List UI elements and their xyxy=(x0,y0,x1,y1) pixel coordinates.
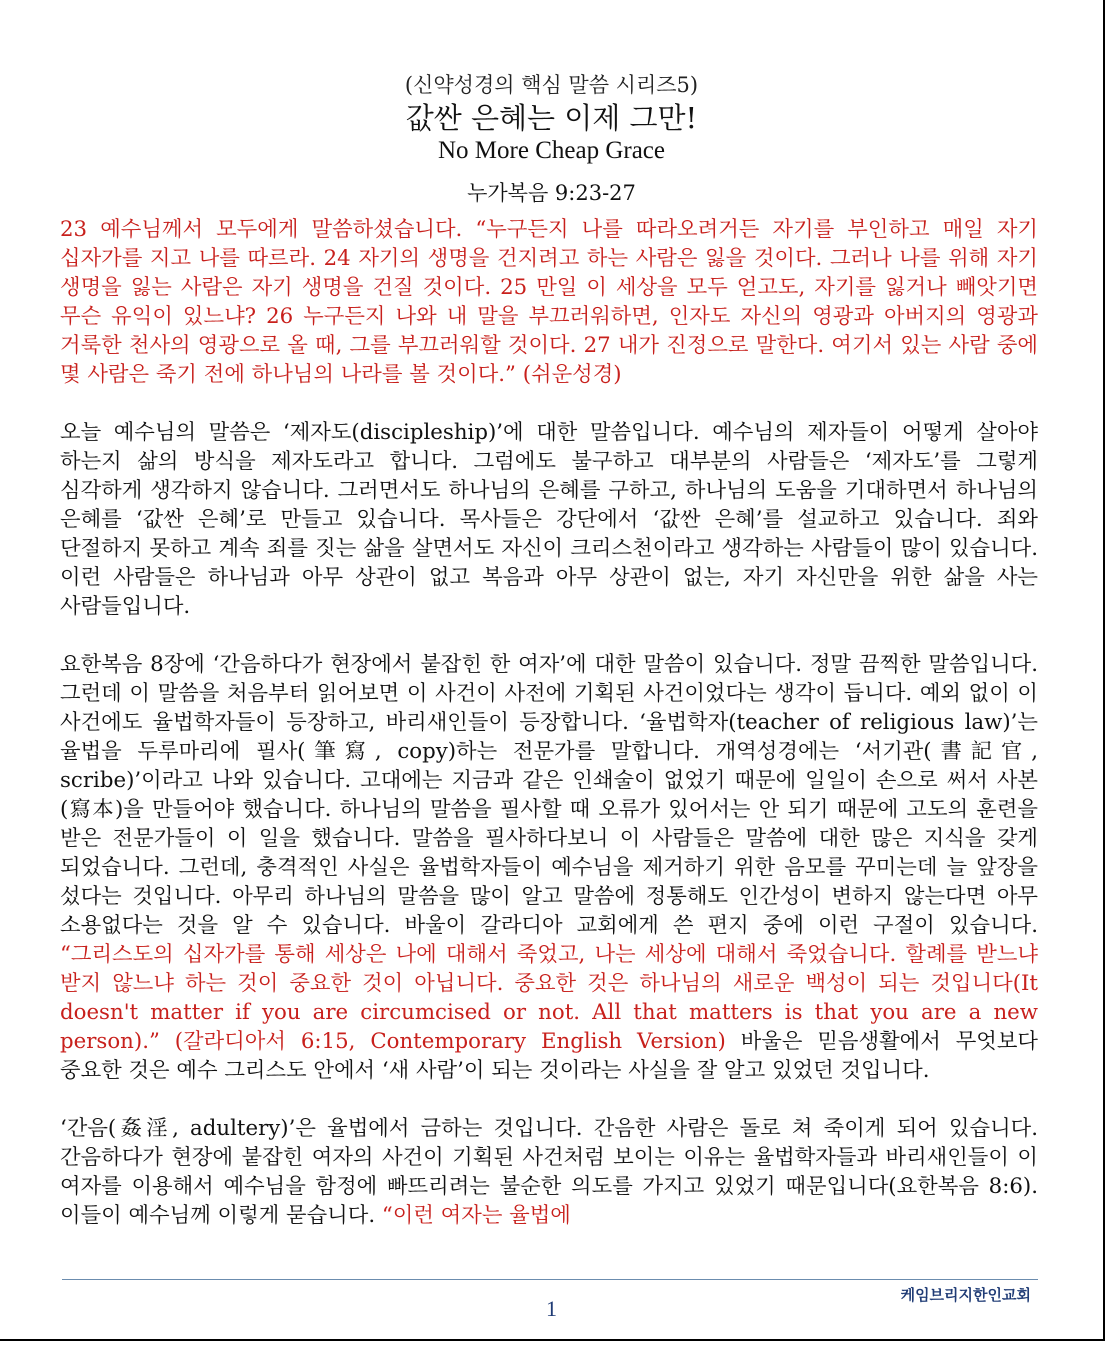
galatians-quote: “그리스도의 십자가를 통해 세상은 나에 대해서 죽었고, 나는 세상에 대해서 죽었습니다. 할례를 받느냐 받지 않느냐 하는 것이 중요한 것이 아닙니다. 중요한 것은 하나님의 새로운 백성이 되는 것입니다(It doesn't matter if you are circumcised or not. All that matters is that you are a new person).” (갈라디아서 6:15, Contemporary English Version) xyxy=(60,942,1038,1054)
paragraph-adultery xyxy=(60,1114,1038,1230)
sermon-header xyxy=(0,72,1103,206)
page-subtitle-english: No More Cheap Grace xyxy=(438,137,665,164)
page-number: 1 xyxy=(546,1296,557,1321)
scripture-passage: 23 예수님께서 모두에게 말씀하셨습니다. “누구든지 나를 따라오려거든 자기를 부인하고 매일 자기 십자가를 지고 나를 따르라. 24 자기의 생명을 건지려고 하는 사람은 잃을 것이다. 그러나 나를 위해 자기 생명을 잃는 사람은 자기 생명을 건질 것이다. 25 만일 이 세상을 모두 얻고도, 자기를 잃거나 빼앗기면 무슨 유익이 있느냐? 26 누구든지 나와 내 말을 부끄러워하면, 인자도 자신의 영광과 아버지의 영광과 거룩한 천사의 영광으로 올 때, 그를 부끄러워할 것이다. 27 내가 진정으로 말한다. 여기서 있는 사람 중에 몇 사람은 죽기 전에 하나님의 나라를 볼 것이다.” (쉬운성경) xyxy=(60,217,1038,387)
scripture-reference: 누가복음 9:23-27 xyxy=(467,181,636,205)
paragraph-discipleship: 오늘 예수님의 말씀은 ‘제자도(discipleship)’에 대한 말씀입니다. 예수님의 제자들이 어떻게 살아야 하는지 삶의 방식을 제자도라고 합니다. 그럼에도 불구하고 대부분의 사람들은 ‘제자도’를 그렇게 심각하게 생각하지 않습니다. 그러면서도 하나님의 은혜를 구하고, 하나님의 도움을 기대하면서 하나님의 은혜를 ‘값싼 은혜’로 만들고 있습니다. 목사들은 강단에서 ‘값싼 은혜’를 설교하고 있습니다. 죄와 단절하지 못하고 계속 죄를 짓는 삶을 살면서도 자신이 크리스천이라고 생각하는 사람들이 많이 있습니다. 이런 사람들은 하나님과 아무 상관이 없고 복음과 아무 상관이 없는, 자기 자신만을 위한 삶을 사는 사람들입니다. xyxy=(60,420,1038,619)
question-quote: “이런 여자는 율법에 xyxy=(381,1203,571,1228)
paragraph-text: 요한복음 8장에 ‘간음하다가 현장에서 붙잡힌 한 여자’에 대한 말씀이 있습니다. 정말 끔찍한 말씀입니다. 그런데 이 말씀을 처음부터 읽어보면 이 사건이 사전에 기획된 사건이었다는 생각이 듭니다. 예외 없이 이 사건에도 율법학자들이 등장하고, 바리새인들이 등장합니다. ‘율법학자(teacher of religious law)’는 율법을 두루마리에 필사(筆寫, copy)하는 전문가를 말합니다. 개역성경에는 ‘서기관(書記官, scribe)’이라고 나와 있습니다. 고대에는 지금과 같은 인쇄술이 없었기 때문에 일일이 손으로 써서 사본(寫本)을 만들어야 했습니다. 하나님의 말씀을 필사할 때 오류가 있어서는 안 되기 때문에 고도의 훈련을 받은 전문가들이 이 일을 했습니다. 말씀을 필사하다보니 이 사람들은 말씀에 대한 많은 지식을 갖게 되었습니다. 그런데, 충격적인 사실은 율법학자들이 예수님을 제거하기 위한 음모를 꾸미는데 늘 앞장을 섰다는 것입니다. 아무리 하나님의 말씀을 많이 알고 말씀에 정통해도 인간성이 변하지 않는다면 아무 소용없다는 것을 알 수 있습니다. 바울이 갈라디아 교회에게 쓴 편지 중에 이런 구절이 있습니다. xyxy=(60,652,1038,938)
sermon-body xyxy=(60,215,1038,1259)
paragraph-john-8 xyxy=(60,650,1038,1085)
paragraph-text: ‘간음(姦淫, adultery)’은 율법에서 금하는 것입니다. 간음한 사람은 돌로 쳐 죽이게 되어 있습니다. 간음하다가 현장에 붙잡힌 여자의 사건이 기획된 사건처럼 보이는 이유는 율법학자들과 바리새인들이 이 여자를 이용해서 예수님을 함정에 빠뜨리려는 불순한 의도를 가지고 있었기 때문입니다(요한복음 8:6). 이들이 예수님께 이렇게 묻습니다. xyxy=(60,1116,1038,1228)
church-name: 케임브리지한인교회 xyxy=(900,1286,1031,1304)
series-label: (신약성경의 핵심 말씀 시리즈5) xyxy=(404,73,699,97)
paragraph-text: 바울은 믿음생활에서 무엇보다 중요한 것은 예수 그리스도 안에서 ‘새 사람’이 되는 것이라는 사실을 잘 알고 있었던 것입니다. xyxy=(60,1029,1038,1083)
page-title: 값싼 은혜는 이제 그만! xyxy=(405,101,698,135)
footer-divider xyxy=(62,1279,1038,1280)
